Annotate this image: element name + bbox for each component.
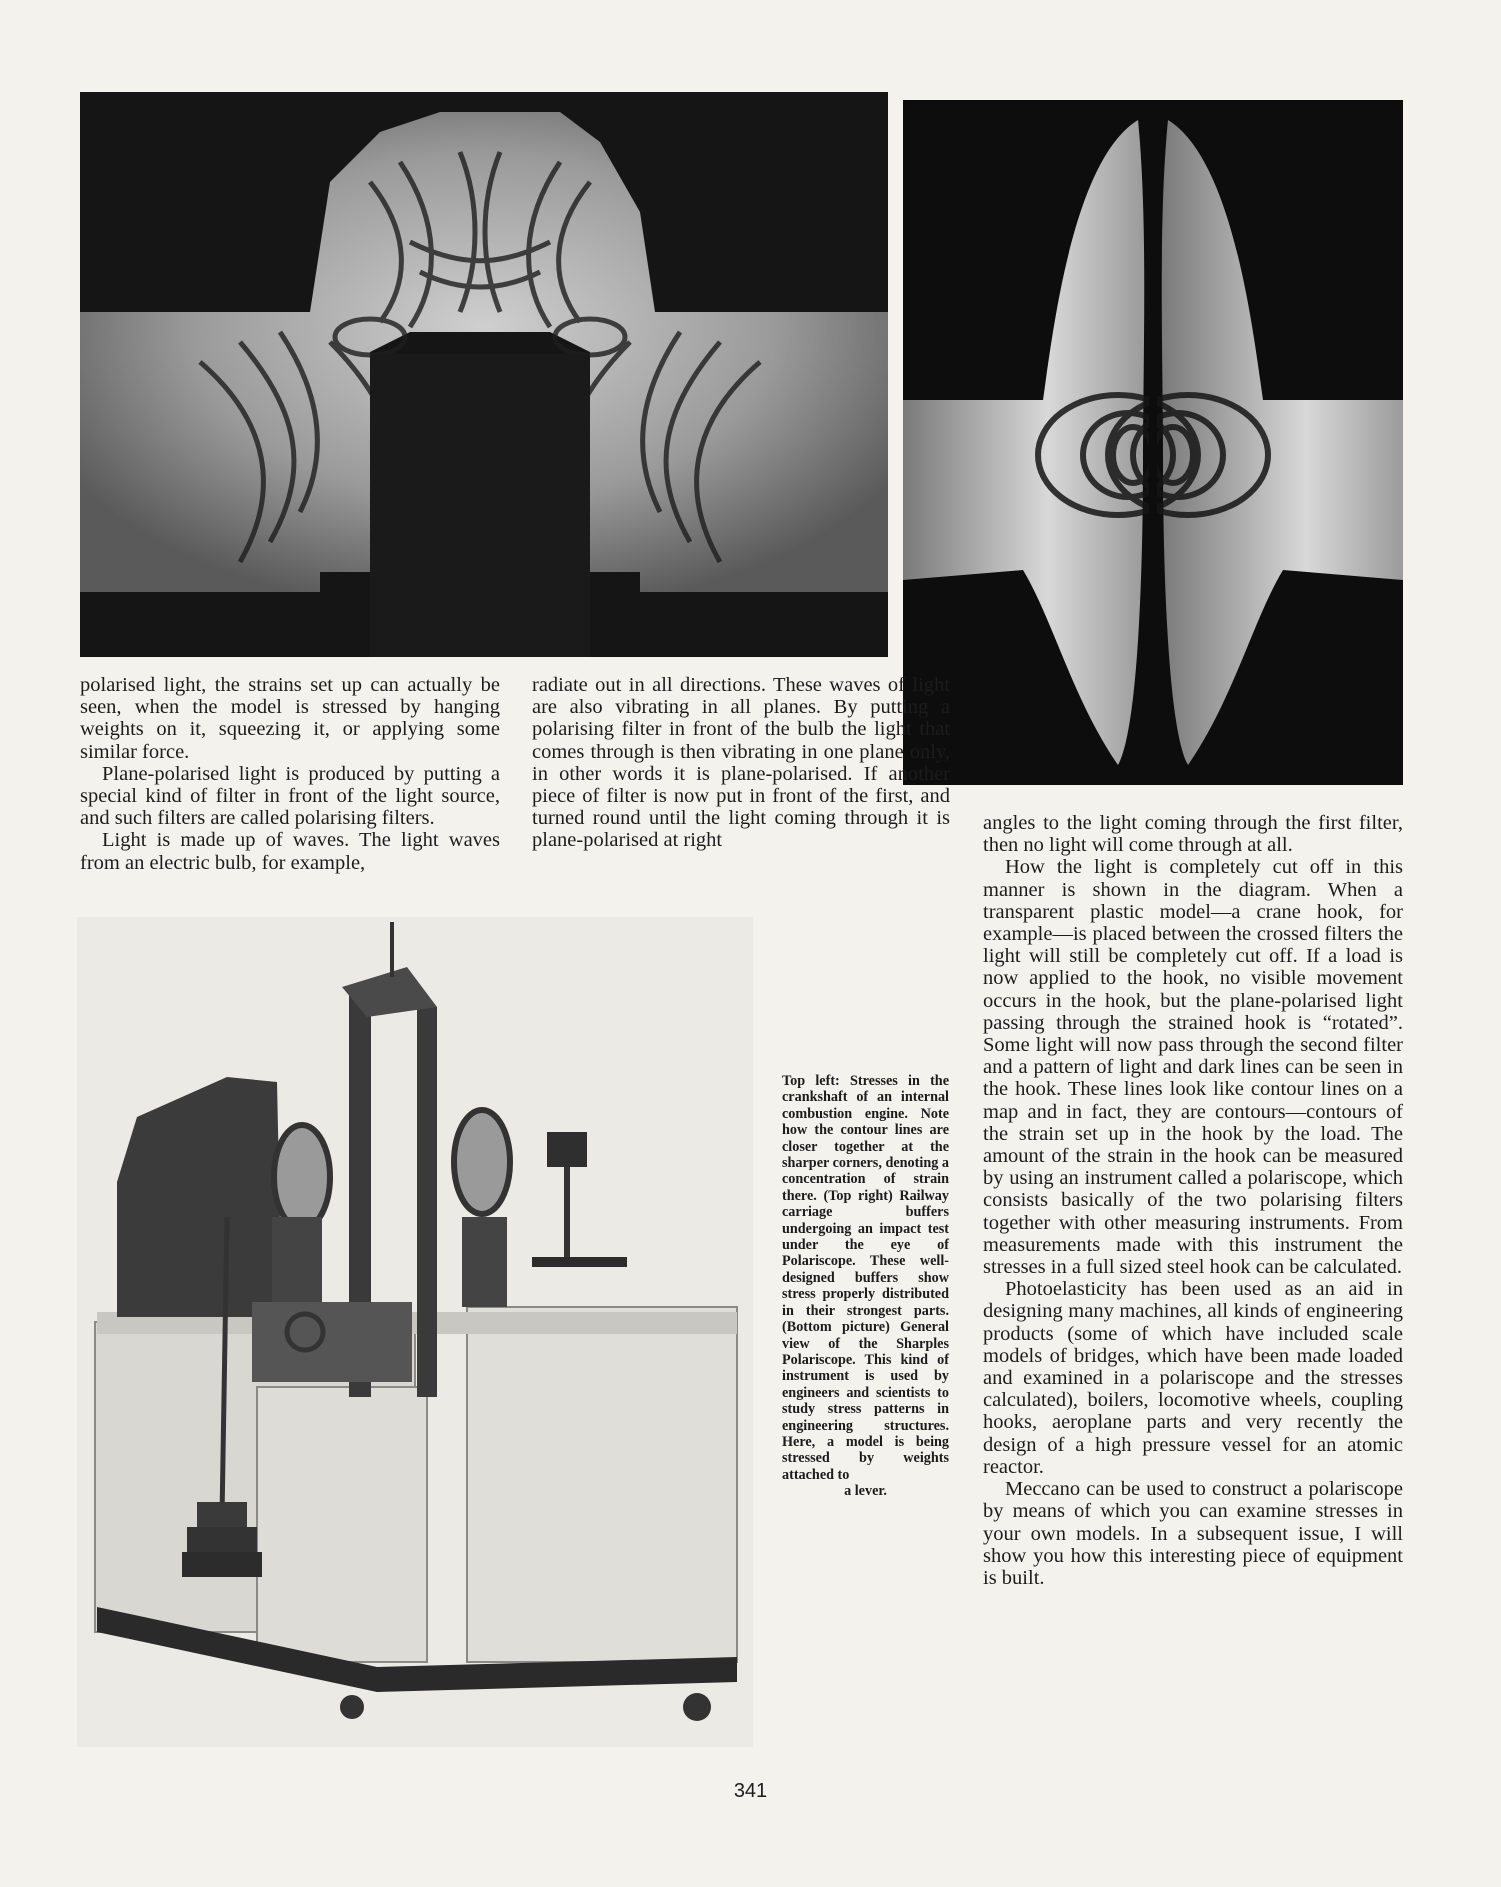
photo-railway-buffers — [903, 100, 1403, 785]
photo-sharples-polariscope — [77, 917, 753, 1747]
paragraph: angles to the light coming through the first filter, then no light will come through at all. — [983, 812, 1403, 857]
page-number: 341 — [733, 1780, 768, 1802]
text-column-middle — [532, 674, 950, 852]
paragraph: Photoelasticity has been used as an aid in designing many machines, all kinds of engineering products (some of which have included scale models of bridges, which have been made loaded and examined in a polariscope and the stresses calculated), boilers, locomotive wheels, coupling hooks, aeroplane parts and very recently the design of a high pressure vessel for an atomic reactor. — [983, 1278, 1403, 1478]
paragraph: Light is made up of waves. The light waves from an electric bulb, for example, — [80, 829, 500, 874]
crankshaft-image — [80, 92, 888, 657]
polariscope-image — [77, 917, 753, 1747]
caption-last-line: a lever. — [844, 1483, 887, 1500]
paragraph: Plane-polarised light is produced by putting a special kind of filter in front of the light source, and such filters are called polarising filters. — [80, 762, 500, 830]
paragraph: polarised light, the strains set up can actually be seen, when the model is stressed by hanging weights on it, squeezing it, or applying some similar force. — [80, 674, 500, 763]
caption-text: Top left: Stresses in the crankshaft of an internal combustion engine. Note how the contour lines are closer together at the sharper corners, denoting a concentration of strain there. (Top right) Railway carriage buffers undergoing an impact test under the eye of Polariscope. These well-designed buffers show stress properly distributed in their strongest parts. (Bottom picture) General view of the Sharples Polariscope. This kind of instrument is used by engineers and scientists to study stress patterns in engineering structures. Here, a model is being stressed by weights attached to — [782, 1073, 949, 1483]
paragraph: radiate out in all directions. These waves of light are also vibrating in all planes. By putting a polarising filter in front of the bulb the light that comes through is then vibrating in one plane only, in other words it is plane-polarised. If another piece of filter is now put in front of the first, and turned round until the light coming through it is plane-polarised at right — [532, 674, 950, 852]
buffers-image — [903, 100, 1403, 785]
paragraph: How the light is completely cut off in this manner is shown in the diagram. When a transparent plastic model—a crane hook, for example—is placed between the crossed filters the light will still be completely cut off. If a load is now applied to the hook, no visible movement occurs in the hook, but the plane-polarised light passing through the strained hook is “rotated”. Some light will now pass through the second filter and a pattern of light and dark lines can be seen in the hook. These lines look like contour lines on a map and in fact, they are contours—contours of the strain set up in the hook by the load. The amount of the strain in the hook can be measured by using an instrument called a polariscope, which consists basically of the two polarising filters together with other measuring instruments. From measurements made with this instrument the stresses in a full sized steel hook can be calculated. — [983, 856, 1403, 1279]
photo-crankshaft-stress — [80, 92, 888, 657]
text-column-left — [80, 674, 500, 874]
photo-caption — [782, 1073, 949, 1500]
text-column-right — [983, 812, 1403, 1589]
paragraph: Meccano can be used to construct a polariscope by means of which you can examine stresses in your own models. In a subsequent issue, I will show you how this interesting piece of equipment is built. — [983, 1478, 1403, 1589]
